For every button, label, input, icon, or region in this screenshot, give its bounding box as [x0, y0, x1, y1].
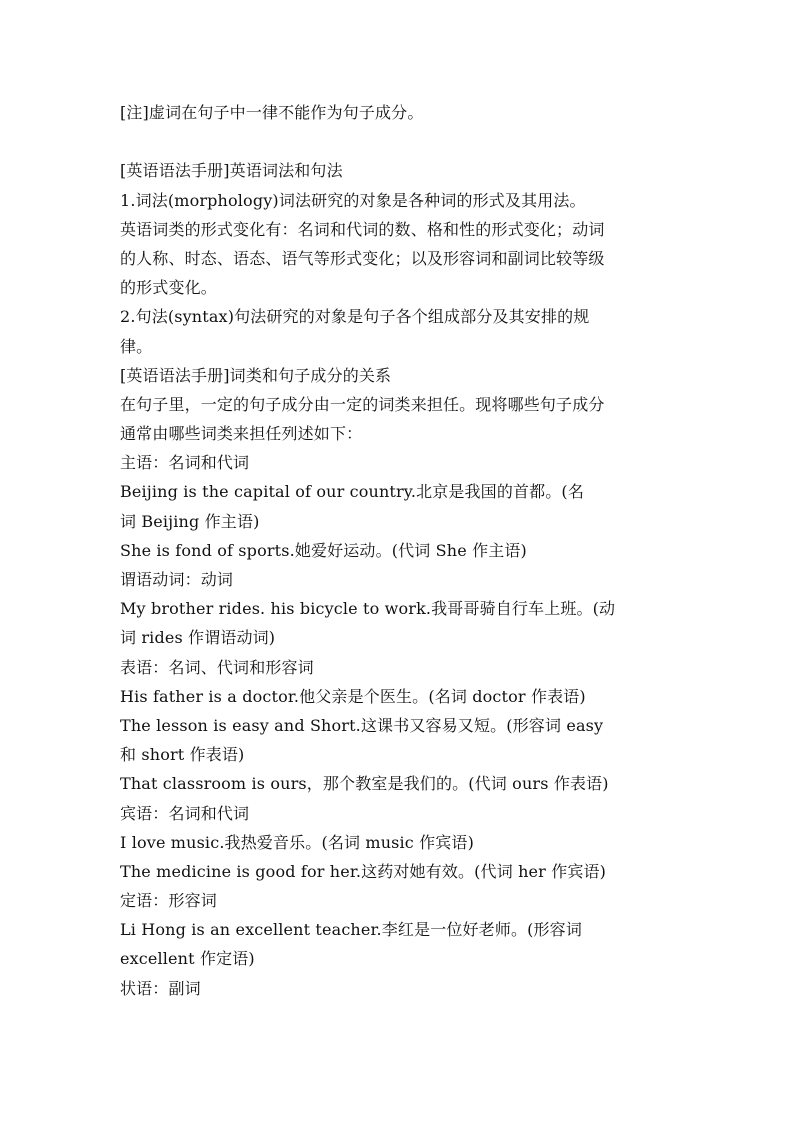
paragraph-line: 律。: [120, 336, 153, 356]
document-body: [120, 98, 680, 1003]
paragraph-line: 英语词类的形式变化有：名词和代词的数、格和性的形式变化；动词: [120, 219, 605, 239]
paragraph-line: 通常由哪些词类来担任列述如下：: [120, 424, 363, 444]
example-line: 词 rides 作谓语动词): [120, 628, 276, 648]
predicative-heading: 表语：名词、代词和形容词: [120, 657, 314, 677]
section-heading-word-class: [英语语法手册]词类和句子成分的关系: [120, 365, 392, 385]
example-line: His father is a doctor.他父亲是个医生。(名词 doctor 作表语): [120, 686, 586, 706]
paragraph-line: 2.句法(syntax)句法研究的对象是句子各个组成部分及其安排的规: [120, 307, 590, 327]
example-line: 和 short 作表语): [120, 745, 245, 765]
example-line: That classroom is ours，那个教室是我们的。(代词 ours 作表语): [120, 774, 609, 794]
paragraph-line: 在句子里，一定的句子成分由一定的词类来担任。现将哪些句子成分: [120, 394, 605, 414]
example-line: The medicine is good for her.这药对她有效。(代词 her 作宾语): [120, 861, 607, 881]
note-line: [注]虚词在句子中一律不能作为句子成分。: [120, 103, 424, 122]
paragraph-line: 的形式变化。: [120, 278, 217, 298]
example-line: Beijing is the capital of our country.北京是我国的首都。(名: [120, 482, 584, 502]
adverbial-heading: 状语：副词: [120, 978, 201, 998]
subject-heading: 主语：名词和代词: [120, 453, 250, 473]
example-line: My brother rides. his bicycle to work.我哥哥骑自行车上班。(动: [120, 599, 616, 619]
example-line: excellent 作定语): [120, 949, 255, 969]
paragraph-line: 1.词法(morphology)词法研究的对象是各种词的形式及其用法。: [120, 190, 586, 210]
blank-line: [120, 127, 680, 156]
predicate-heading: 谓语动词：动词: [120, 570, 234, 589]
example-line: The lesson is easy and Short.这课书又容易又短。(形容词 easy: [120, 715, 604, 735]
example-line: Li Hong is an excellent teacher.李红是一位好老师。(形容词: [120, 920, 582, 940]
example-line: She is fond of sports.她爱好运动。(代词 She 作主语): [120, 540, 527, 560]
section-heading-morphology-syntax: [英语语法手册]英语词法和句法: [120, 161, 343, 181]
paragraph-line: 的人称、时态、语态、语气等形式变化；以及形容词和副词比较等级: [120, 248, 605, 268]
attributive-heading: 定语：形容词: [120, 891, 217, 911]
example-line: 词 Beijing 作主语): [120, 511, 260, 531]
object-heading: 宾语：名词和代词: [120, 803, 250, 823]
example-line: I love music.我热爱音乐。(名词 music 作宾语): [120, 832, 474, 852]
